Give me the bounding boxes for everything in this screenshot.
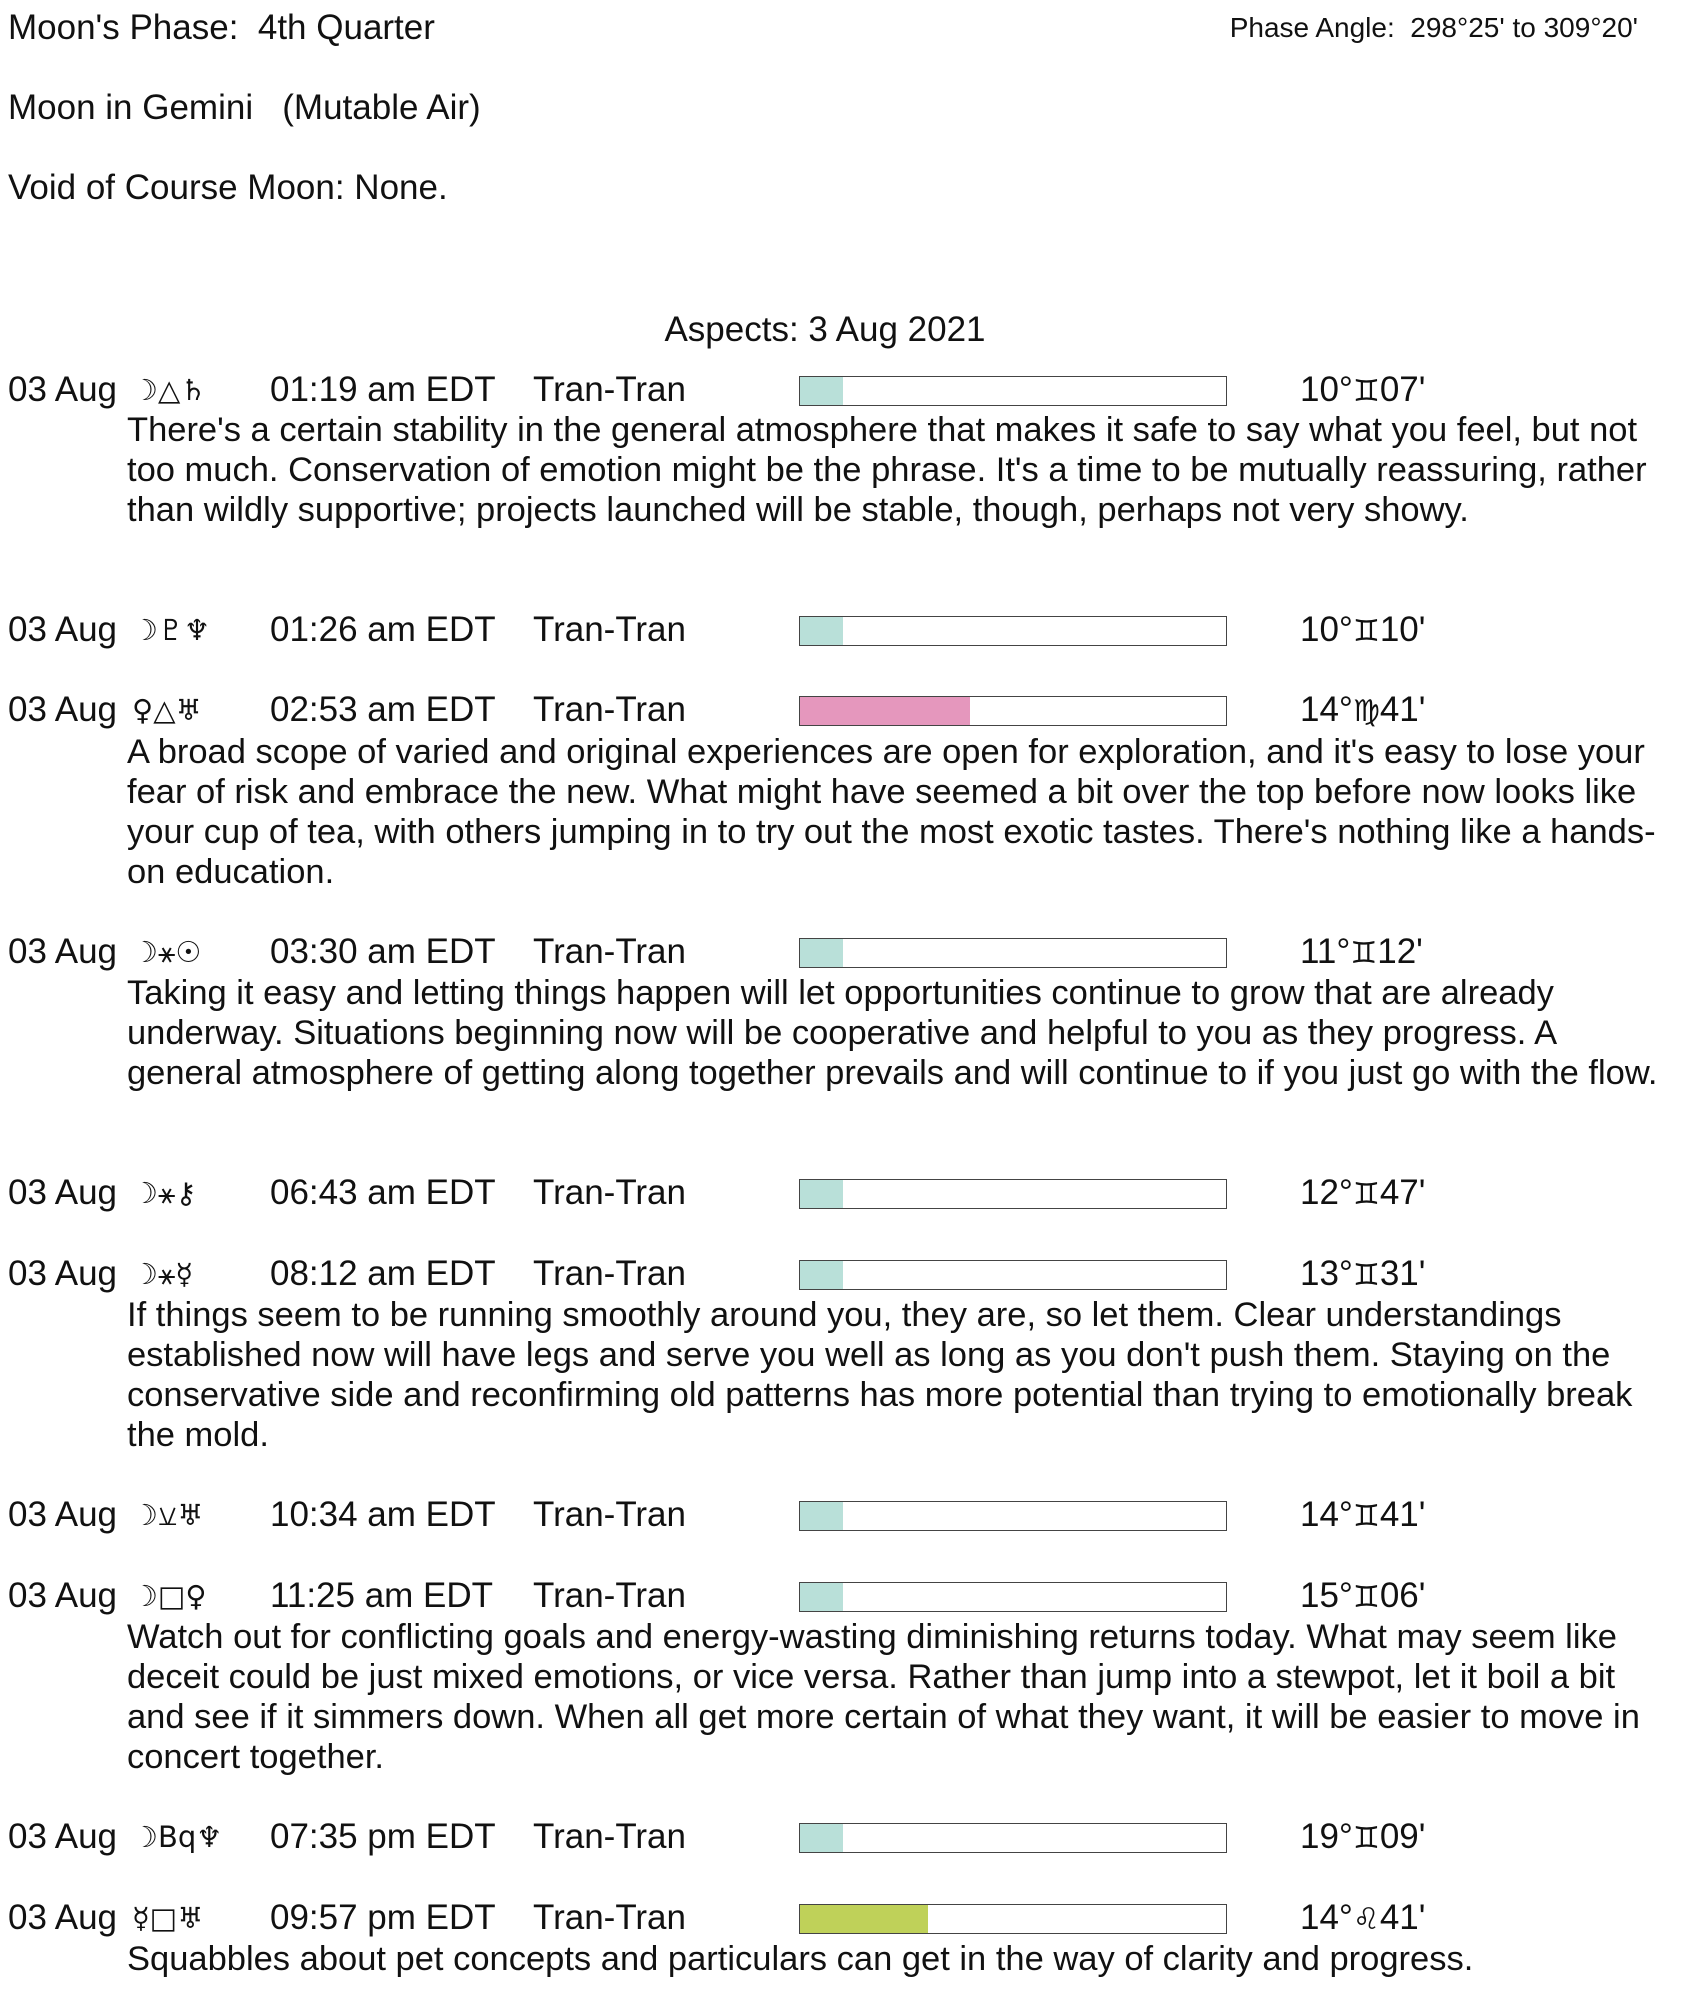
aspect-date: 03 Aug xyxy=(8,610,117,649)
aspect-description: Taking it easy and letting things happen will let opportunities continue to grow that are already underway. Situations beginning now will be cooperative and helpful to you as they progress. A general atmosphere of getting along together prevails and will continue to if you just go with the flow. xyxy=(127,974,1658,1092)
strength-bar xyxy=(799,616,1227,646)
aspect-description: A broad scope of varied and original experiences are open for exploration, and it's easy to lose your fear of risk and embrace the new. What might have seemed a bit over the top before now looks like your cup of tea, with others jumping in to try out the most exotic tastes. There's nothing like a hands-on education. xyxy=(127,733,1656,891)
aspect-row xyxy=(8,932,1668,976)
aspect-date: 03 Aug xyxy=(8,690,117,729)
aspect-row xyxy=(8,610,1668,654)
zodiac-sign-icon: ♊ xyxy=(1352,1499,1380,1534)
aspect-date: 03 Aug xyxy=(8,1576,117,1615)
aspect-row xyxy=(8,370,1668,414)
strength-bar-fill xyxy=(800,1502,843,1530)
position-minutes: 10' xyxy=(1379,610,1426,649)
aspect-description: Watch out for conflicting goals and energy-wasting diminishing returns today. What may seem like deceit could be just mixed emotions, or vice versa. Rather than jump into a stewpot, let it boil a bit and see if it simmers down. When all get more certain of what they want, it will be easier to move in concert together. xyxy=(127,1618,1640,1776)
aspect-time: 02:53 am EDT xyxy=(270,690,496,729)
position-degree: 12° xyxy=(1300,1173,1353,1212)
position-degree: 13° xyxy=(1300,1254,1353,1293)
strength-bar xyxy=(799,376,1227,406)
aspect-position xyxy=(1300,610,1425,650)
aspects-title: Aspects: 3 Aug 2021 xyxy=(664,310,986,349)
position-minutes: 41' xyxy=(1379,1495,1426,1534)
aspect-date: 03 Aug xyxy=(8,1817,117,1856)
zodiac-sign-icon: ♊ xyxy=(1352,1580,1380,1615)
position-minutes: 07' xyxy=(1379,370,1426,409)
aspect-time: 01:19 am EDT xyxy=(270,370,496,409)
position-minutes: 12' xyxy=(1377,932,1423,971)
position-minutes: 31' xyxy=(1379,1254,1426,1293)
aspect-position xyxy=(1300,1817,1425,1857)
aspect-type: Tran-Tran xyxy=(533,690,686,729)
position-degree: 14° xyxy=(1300,1495,1353,1534)
aspect-position xyxy=(1300,690,1425,730)
aspect-type: Tran-Tran xyxy=(533,1495,686,1534)
aspect-position xyxy=(1300,1898,1425,1938)
position-degree: 10° xyxy=(1300,370,1353,409)
aspect-time: 10:34 am EDT xyxy=(270,1495,496,1534)
aspect-symbols: ♀△♅ xyxy=(132,693,202,727)
aspect-type: Tran-Tran xyxy=(533,1817,686,1856)
moon-phase: Moon's Phase: 4th Quarter xyxy=(8,8,435,47)
strength-bar xyxy=(799,696,1227,726)
aspect-position xyxy=(1300,1576,1425,1616)
aspect-row xyxy=(8,690,1668,734)
strength-bar-fill xyxy=(800,1824,843,1852)
aspect-time: 11:25 am EDT xyxy=(270,1576,494,1615)
strength-bar-fill xyxy=(800,377,843,405)
strength-bar xyxy=(799,1260,1227,1290)
aspect-row xyxy=(8,1817,1668,1861)
strength-bar xyxy=(799,938,1227,968)
aspect-symbols: ☽⚹☿ xyxy=(132,1257,194,1291)
position-minutes: 09' xyxy=(1379,1817,1426,1856)
aspect-type: Tran-Tran xyxy=(533,1576,686,1615)
zodiac-sign-icon: ♊ xyxy=(1352,614,1380,649)
position-minutes: 47' xyxy=(1379,1173,1426,1212)
aspect-time: 08:12 am EDT xyxy=(270,1254,496,1293)
zodiac-sign-icon: ♊ xyxy=(1352,1177,1380,1212)
position-degree: 14° xyxy=(1300,1898,1353,1937)
strength-bar-fill xyxy=(800,1905,928,1933)
aspect-row xyxy=(8,1495,1668,1539)
aspect-date: 03 Aug xyxy=(8,1173,117,1212)
aspect-date: 03 Aug xyxy=(8,1254,117,1293)
position-minutes: 41' xyxy=(1379,690,1426,729)
aspect-position xyxy=(1300,1495,1425,1535)
aspect-symbols: ☽△♄ xyxy=(132,373,207,407)
aspect-symbols: ☽Bq♆ xyxy=(132,1820,223,1854)
strength-bar-fill xyxy=(800,697,970,725)
aspect-time: 06:43 am EDT xyxy=(270,1173,496,1212)
aspect-type: Tran-Tran xyxy=(533,370,686,409)
aspect-date: 03 Aug xyxy=(8,1898,117,1937)
aspect-type: Tran-Tran xyxy=(533,1254,686,1293)
zodiac-sign-icon: ♊ xyxy=(1352,1821,1380,1856)
strength-bar-fill xyxy=(800,617,843,645)
zodiac-sign-icon: ♌ xyxy=(1352,1902,1380,1937)
aspect-symbols: ☽♇♆ xyxy=(132,613,210,647)
aspect-time: 07:35 pm EDT xyxy=(270,1817,496,1856)
aspect-position xyxy=(1300,1173,1425,1213)
strength-bar xyxy=(799,1179,1227,1209)
strength-bar-fill xyxy=(800,1583,843,1611)
aspect-type: Tran-Tran xyxy=(533,932,686,971)
aspect-description: Squabbles about pet concepts and particulars can get in the way of clarity and progress. xyxy=(127,1940,1474,1978)
strength-bar-fill xyxy=(800,939,843,967)
position-minutes: 41' xyxy=(1379,1898,1426,1937)
aspect-date: 03 Aug xyxy=(8,370,117,409)
strength-bar xyxy=(799,1904,1227,1934)
aspect-position xyxy=(1300,370,1425,410)
strength-bar xyxy=(799,1582,1227,1612)
aspect-description: If things seem to be running smoothly around you, they are, so let them. Clear understandings established now will have legs and serve you well as long as you don't push them. Staying on the conservative side and reconfirming old patterns has more potential than trying to emotionally break the mold. xyxy=(127,1296,1633,1454)
aspect-time: 09:57 pm EDT xyxy=(270,1898,496,1937)
phase-angle: Phase Angle: 298°25' to 309°20' xyxy=(1229,12,1638,43)
aspect-symbols: ☽□♀ xyxy=(132,1579,207,1613)
aspect-type: Tran-Tran xyxy=(533,1898,686,1937)
position-degree: 15° xyxy=(1300,1576,1353,1615)
void-of-course: Void of Course Moon: None. xyxy=(8,168,448,207)
aspect-row xyxy=(8,1254,1668,1298)
zodiac-sign-icon: ♊ xyxy=(1350,936,1378,971)
aspect-symbols: ☽⚺♅ xyxy=(132,1498,204,1532)
strength-bar-fill xyxy=(800,1180,843,1208)
zodiac-sign-icon: ♍ xyxy=(1352,694,1380,729)
aspect-date: 03 Aug xyxy=(8,932,117,971)
aspect-symbols: ☽⚹☉ xyxy=(132,935,202,969)
aspect-type: Tran-Tran xyxy=(533,610,686,649)
position-degree: 10° xyxy=(1300,610,1353,649)
aspect-symbols: ☽⚹⚷ xyxy=(132,1176,197,1210)
moon-sign: Moon in Gemini (Mutable Air) xyxy=(8,88,481,127)
aspect-position xyxy=(1300,1254,1425,1294)
position-minutes: 06' xyxy=(1379,1576,1426,1615)
aspect-position xyxy=(1300,932,1423,972)
position-degree: 11° xyxy=(1300,932,1351,971)
aspect-row xyxy=(8,1898,1668,1942)
aspect-row xyxy=(8,1576,1668,1620)
aspect-type: Tran-Tran xyxy=(533,1173,686,1212)
position-degree: 14° xyxy=(1300,690,1353,729)
aspect-time: 01:26 am EDT xyxy=(270,610,496,649)
aspect-description: There's a certain stability in the general atmosphere that makes it safe to say what you feel, but not too much. Conservation of emotion might be the phrase. It's a time to be mutually reassuring, rather than wildly supportive; projects launched will be stable, though, perhaps not very showy. xyxy=(127,411,1647,529)
aspect-row xyxy=(8,1173,1668,1217)
zodiac-sign-icon: ♊ xyxy=(1352,1258,1380,1293)
aspect-date: 03 Aug xyxy=(8,1495,117,1534)
aspect-time: 03:30 am EDT xyxy=(270,932,496,971)
strength-bar xyxy=(799,1823,1227,1853)
strength-bar-fill xyxy=(800,1261,843,1289)
position-degree: 19° xyxy=(1300,1817,1353,1856)
strength-bar xyxy=(799,1501,1227,1531)
aspect-symbols: ☿□♅ xyxy=(132,1901,204,1935)
zodiac-sign-icon: ♊ xyxy=(1352,374,1380,409)
